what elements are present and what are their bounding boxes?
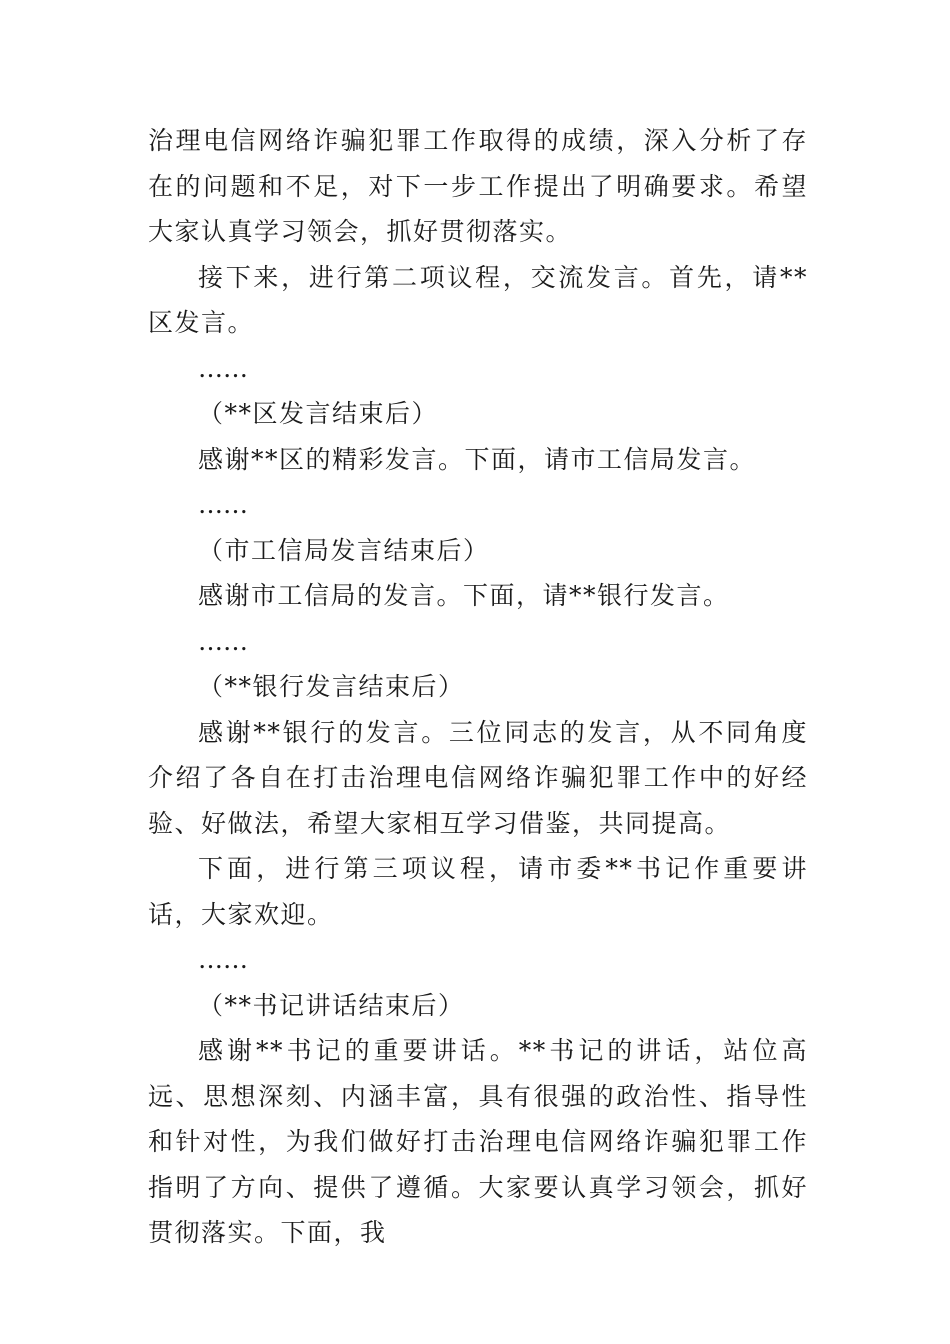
stage-note-1: （**区发言结束后） — [198, 399, 439, 428]
ellipsis-3: …… — [198, 626, 248, 656]
stage-note-4: （**书记讲话结束后） — [198, 990, 465, 1020]
paragraph-3: 感谢**区的精彩发言。下面，请市工信局发言。 — [198, 444, 757, 474]
paragraph-7: 感谢**书记的重要讲话。**书记的讲话，站位高远、思想深刻、内涵丰富，具有很强的政治性、指导性和针对性，为我们做好打击治理电信网络诈骗犯罪工作指明了方向、提供了遵循。大家要认真学习领会，抓好贯彻落实。下面，我 — [148, 1036, 808, 1247]
stage-note-2: （市工信局发言结束后） — [198, 535, 490, 565]
document-body — [148, 118, 808, 1256]
ellipsis-2: …… — [198, 490, 248, 519]
paragraph-6: 下面，进行第三项议程，请市委**书记作重要讲话，大家欢迎。 — [148, 854, 808, 929]
ellipsis-4: …… — [198, 945, 248, 974]
paragraph-4: 感谢市工信局的发言。下面，请**银行发言。 — [198, 581, 730, 610]
stage-note-3: （**银行发言结束后） — [198, 672, 465, 701]
paragraph-2: 接下来，进行第二项议程，交流发言。首先，请**区发言。 — [148, 262, 808, 337]
paragraph-5: 感谢**银行的发言。三位同志的发言，从不同角度介绍了各自在打击治理电信网络诈骗犯罪工作中的好经验、好做法，希望大家相互学习借鉴，共同提高。 — [148, 717, 808, 838]
ellipsis-1: …… — [198, 353, 248, 383]
paragraph-1: 治理电信网络诈骗犯罪工作取得的成绩，深入分析了存在的问题和不足，对下一步工作提出了明确要求。希望大家认真学习领会，抓好贯彻落实。 — [148, 126, 808, 246]
